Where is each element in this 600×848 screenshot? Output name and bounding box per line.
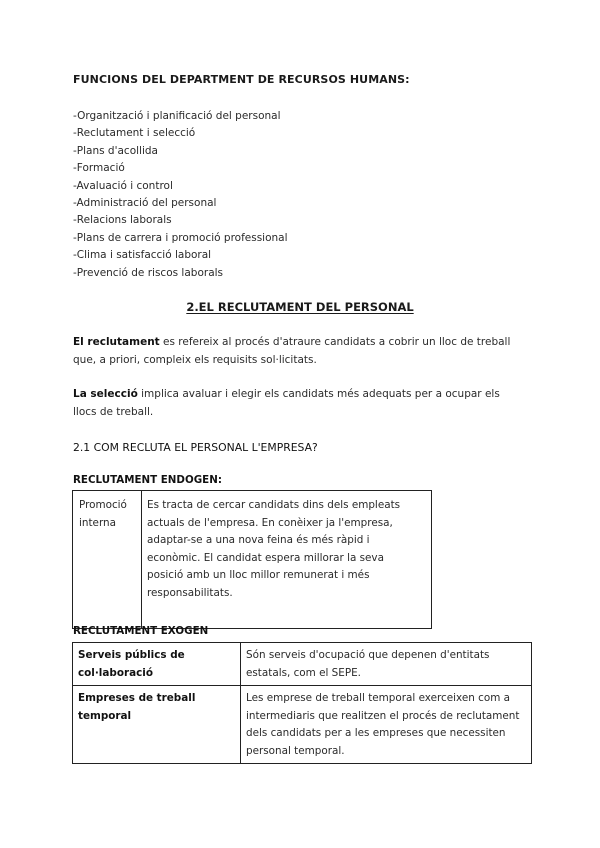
table-row — [73, 643, 532, 686]
table-cell-text: Les emprese de treball temporal exerceixen com a intermediaris que realitzen el procés de reclutament dels candidats per a les empreses que necessiten personal temporal. — [241, 686, 532, 764]
list-item: -Clima i satisfacció laboral — [73, 249, 212, 262]
exogen-table — [72, 642, 532, 764]
table-cell-text: Són serveis d'ocupació que depenen d'entitats estatals, com el SEPE. — [241, 643, 532, 686]
list-item: -Relacions laborals — [73, 214, 172, 227]
section-title-text: 2.EL RECLUTAMENT DEL PERSONAL — [186, 300, 414, 314]
seleccio-definition: implica avaluar i elegir els candidats més adequats per a ocupar els llocs de treball. — [73, 388, 500, 418]
section-title — [0, 300, 600, 314]
seleccio-paragraph — [73, 386, 518, 421]
list-item: -Plans d'acollida — [73, 144, 158, 157]
endogen-table — [72, 490, 432, 629]
table-cell-label: Serveis públics de col·laboració — [73, 643, 241, 686]
list-item: -Avaluació i control — [73, 179, 173, 192]
subsection-heading: 2.1 COM RECLUTA EL PERSONAL L'EMPRESA? — [73, 441, 318, 454]
reclutament-definition: es refereix al procés d'atraure candidats a cobrir un lloc de treball que, a priori, compleix els requisits sol·licitats. — [73, 336, 511, 366]
reclutament-paragraph — [73, 334, 518, 369]
exogen-heading: RECLUTAMENT EXOGEN — [73, 625, 209, 637]
reclutament-term: El reclutament — [73, 336, 160, 348]
list-item: -Plans de carrera i promoció professional — [73, 231, 288, 244]
funcions-list — [73, 108, 288, 282]
list-item: -Formació — [73, 162, 125, 175]
table-row — [73, 491, 432, 629]
table-row — [73, 686, 532, 764]
list-item: -Reclutament i selecció — [73, 127, 196, 140]
funcions-heading: FUNCIONS DEL DEPARTMENT DE RECURSOS HUMANS: — [73, 73, 410, 86]
list-item: -Administració del personal — [73, 197, 217, 210]
seleccio-term: La selecció — [73, 388, 138, 400]
list-item: -Prevenció de riscos laborals — [73, 266, 224, 279]
list-item: -Organització i planificació del personal — [73, 110, 281, 122]
table-cell-label: Empreses de treball temporal — [73, 686, 241, 764]
table-cell-text: Es tracta de cercar candidats dins dels empleats actuals de l'empresa. En conèixer ja l'empresa, adaptar-se a una nova feina és més ràpid i econòmic. El candidat espera millorar la seva posició amb un lloc millor remunerat i més responsabilitats. — [142, 491, 432, 629]
table-cell-label: Promoció interna — [73, 491, 142, 629]
endogen-heading: RECLUTAMENT ENDOGEN: — [73, 474, 222, 486]
